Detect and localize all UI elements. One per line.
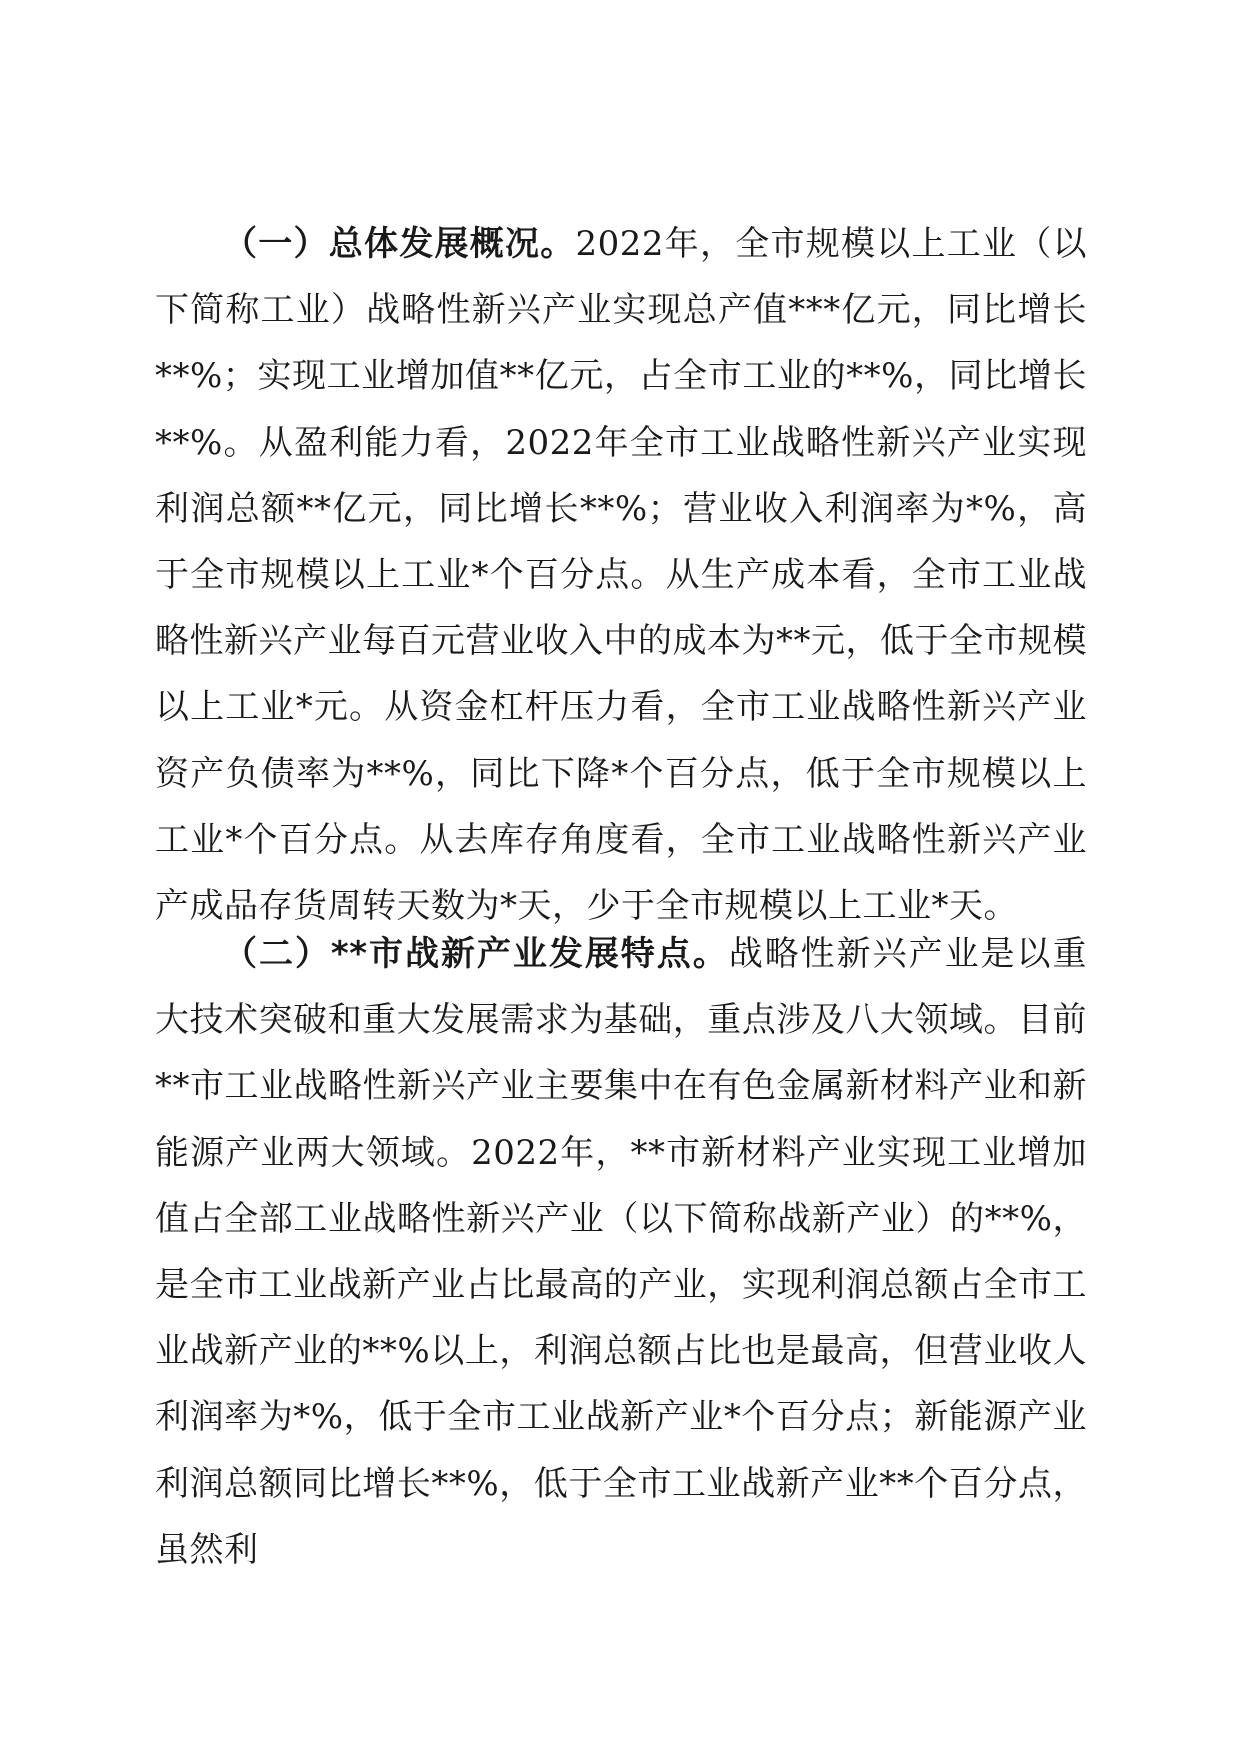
paragraph-body: 2022年，全市规模以上工业（以下简称工业）战略性新兴产业实现总产值***亿元，同比增长**%；实现工业增加值**亿元，占全市工业的**%，同比增长**%。从盈利能力看，2022年全市工业战略性新兴产业实现利润总额**亿元，同比增长**%；营业收入利润率为*%，高于全市规模以上工业*个百分点。从生产成本看，全市工业战略性新兴产业每百元营业收入中的成本为**元，低于全市规模以上工业*元。从资金杠杆压力看，全市工业战略性新兴产业资产负债率为**%，同比下降*个百分点，低于全市规模以上工业*个百分点。从去库存角度看，全市工业战略性新兴产业产成品存货周转天数为*天，少于全市规模以上工业*天。 <box>155 224 1088 927</box>
paragraph-industry-features <box>155 921 1087 1583</box>
paragraph-heading: （二）**市战新产业发展特点。 <box>223 934 729 974</box>
paragraph-heading: （一）总体发展概况。 <box>223 224 576 264</box>
paragraph-body: 战略性新兴产业是以重大技术突破和重大发展需求为基础，重点涉及八大领域。目前**市工业战略性新兴产业主要集中在有色金属新材料产业和新能源产业两大领域。2022年，**市新材料产业实现工业增加值占全部工业战略性新兴产业（以下简称战新产业）的**%，是全市工业战新产业占比最高的产业，实现利润总额占全市工业战新产业的**%以上，利润总额占比也是最高，但营业收人利润率为*%，低于全市工业战新产业*个百分点；新能源产业利润总额同比增长**%，低于全市工业战新产业**个百分点，虽然利 <box>155 934 1087 1570</box>
paragraph-overall-overview <box>155 211 1087 939</box>
